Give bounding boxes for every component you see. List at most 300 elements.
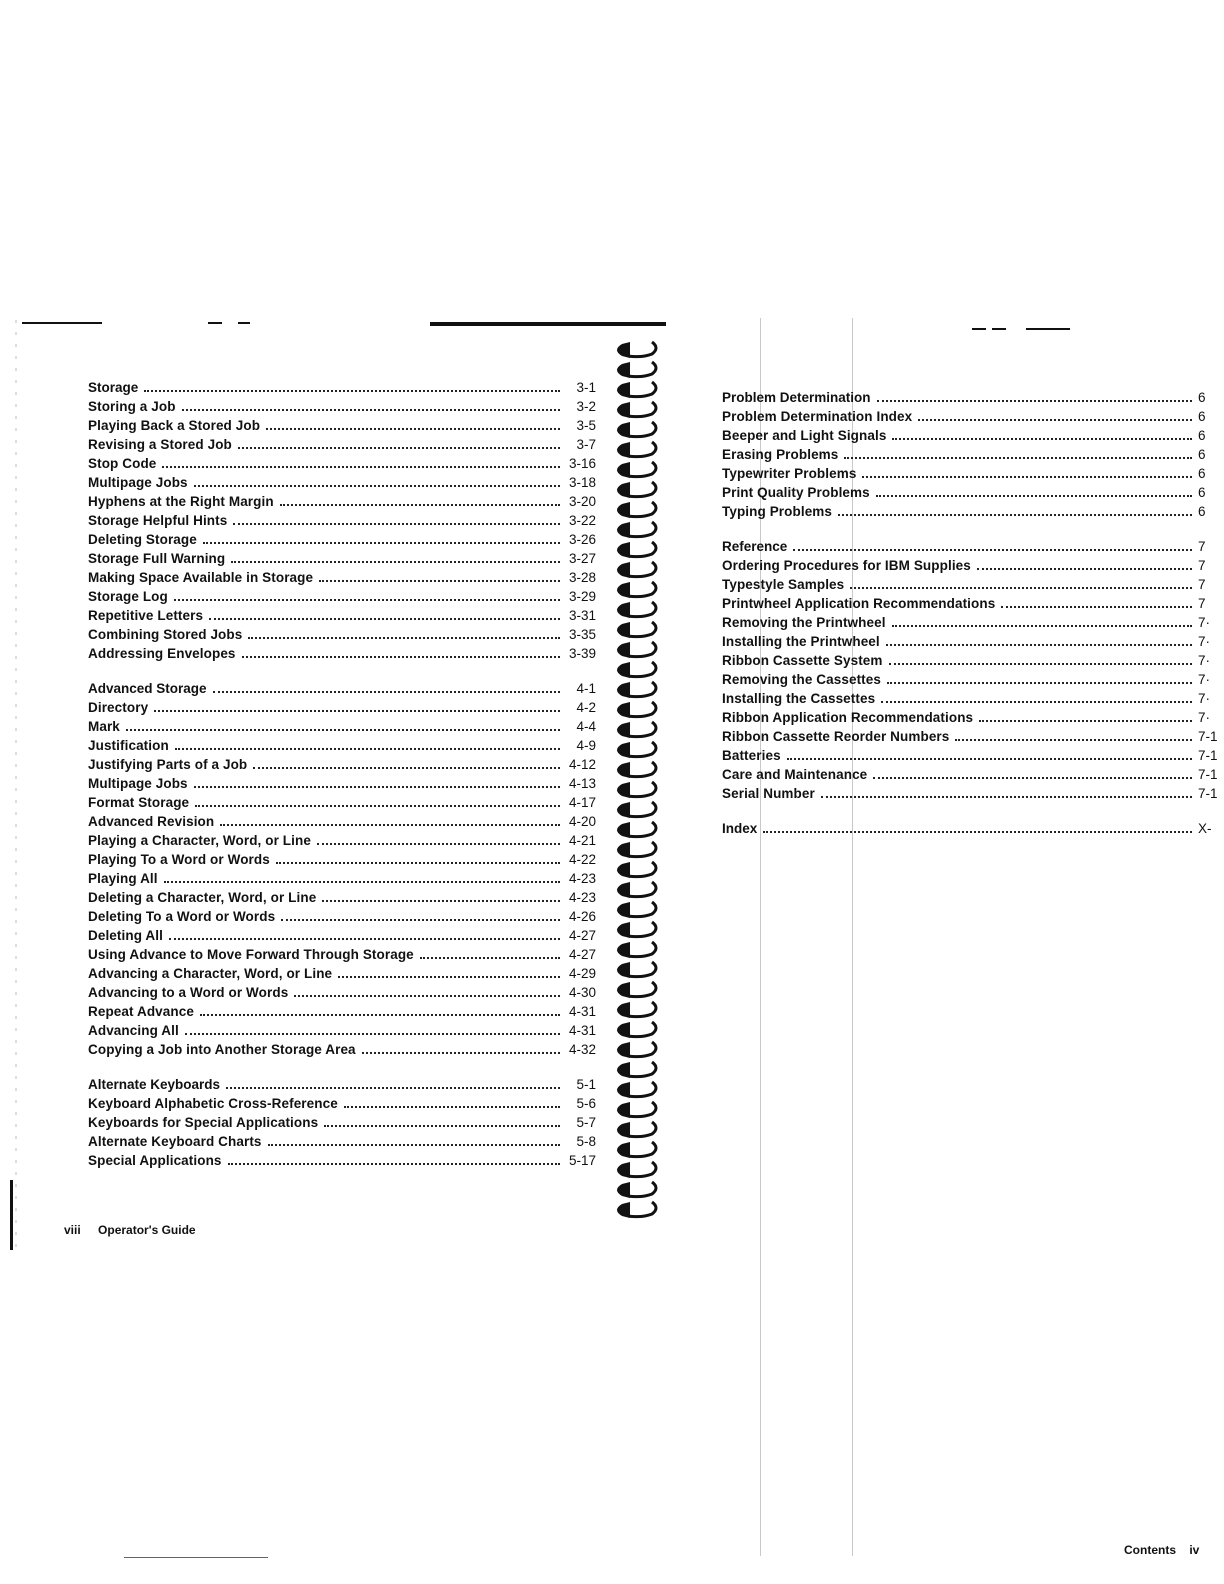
spiral-coil [617, 502, 656, 518]
toc-entry [88, 1002, 596, 1021]
toc-entry [722, 784, 1224, 803]
toc-entry-label: Typewriter Problems [722, 466, 857, 481]
dot-leader [793, 537, 1192, 551]
spiral-coil [617, 742, 656, 758]
toc-page-number: 6 [1198, 409, 1206, 424]
toc-section-heading [722, 819, 1224, 838]
dot-leader [194, 774, 560, 788]
dot-leader [338, 964, 560, 978]
toc-entry [88, 698, 596, 717]
right-contents-page [722, 388, 1224, 854]
toc-entry-label: Deleting All [88, 928, 163, 943]
toc-page-number: 6 [1198, 447, 1206, 462]
dot-leader [838, 502, 1192, 516]
toc-entry [88, 755, 596, 774]
spiral-coil [617, 1182, 656, 1198]
dot-leader [195, 793, 560, 807]
toc-page-number: 4-13 [568, 776, 596, 791]
toc-page-number: 5-8 [576, 1134, 596, 1149]
toc-entry [722, 407, 1224, 426]
toc-entry [88, 473, 596, 492]
spiral-coil [617, 722, 656, 738]
toc-page-number: 6 [1198, 504, 1206, 519]
toc-page-number: 4-27 [568, 928, 596, 943]
dot-leader [126, 717, 560, 731]
spiral-coil [617, 702, 656, 718]
dot-leader [294, 983, 560, 997]
toc-section [722, 388, 1224, 521]
toc-page-number: 4-31 [568, 1023, 596, 1038]
dot-leader [319, 568, 560, 582]
dot-leader [238, 435, 560, 449]
toc-page-number: 3-28 [568, 570, 596, 585]
spiral-coil [617, 1142, 656, 1158]
dot-leader [220, 812, 560, 826]
dot-leader [881, 689, 1192, 703]
toc-entry-label: Ribbon Application Recommendations [722, 710, 974, 725]
spiral-coil [617, 342, 656, 358]
dot-leader [850, 575, 1192, 589]
toc-entry [88, 1151, 596, 1170]
toc-page-number: 4-21 [568, 833, 596, 848]
toc-entry-label: Alternate Keyboard Charts [88, 1134, 262, 1149]
toc-entry [722, 746, 1224, 765]
toc-page-number: 3-20 [568, 494, 596, 509]
dot-leader [420, 945, 560, 959]
right-top-dash-2 [992, 328, 1006, 330]
spiral-coil [617, 822, 656, 838]
spiral-coil [617, 882, 656, 898]
toc-page-number: 6 [1198, 485, 1206, 500]
spiral-coil [617, 1022, 656, 1038]
toc-entry [88, 717, 596, 736]
dot-leader [887, 670, 1192, 684]
toc-entry-label: Addressing Envelopes [88, 646, 236, 661]
toc-page-number: 3-26 [568, 532, 596, 547]
dot-leader [154, 698, 560, 712]
toc-entry [722, 632, 1224, 651]
toc-entry [722, 483, 1224, 502]
toc-entry-label: Erasing Problems [722, 447, 839, 462]
toc-entry-label: Playing To a Word or Words [88, 852, 270, 867]
toc-entry-label: Keyboards for Special Applications [88, 1115, 319, 1130]
dot-leader [877, 388, 1192, 402]
toc-section-heading [722, 388, 1224, 407]
dot-leader [918, 407, 1192, 421]
toc-page-number: 7 [1198, 577, 1206, 592]
toc-page-number: 6 [1198, 390, 1206, 405]
spiral-coil [617, 362, 656, 378]
toc-entry-label: Advancing All [88, 1023, 179, 1038]
toc-entry [88, 587, 596, 606]
toc-page-number: 6 [1198, 466, 1206, 481]
toc-entry-label: Problem Determination [722, 390, 871, 405]
dot-leader [281, 907, 560, 921]
spiral-coil [617, 942, 656, 958]
toc-entry [722, 689, 1224, 708]
toc-entry [88, 1021, 596, 1040]
toc-entry-label: Keyboard Alphabetic Cross-Reference [88, 1096, 338, 1111]
toc-page-number: 3-2 [576, 399, 596, 414]
spiral-coil [617, 622, 656, 638]
spiral-coil [617, 522, 656, 538]
toc-entry-label: Mark [88, 719, 120, 734]
dot-leader [268, 1132, 560, 1146]
toc-entry-label: Multipage Jobs [88, 475, 188, 490]
dot-leader [1001, 594, 1192, 608]
spiral-coil [617, 962, 656, 978]
spiral-coil [617, 862, 656, 878]
dot-leader [266, 416, 560, 430]
toc-section [722, 537, 1224, 803]
left-top-dash-2 [238, 322, 250, 324]
dot-leader [787, 746, 1192, 760]
toc-entry-label: Ribbon Cassette Reorder Numbers [722, 729, 950, 744]
toc-page-number: 4-31 [568, 1004, 596, 1019]
spiral-coil [617, 762, 656, 778]
toc-entry-label: Reference [722, 539, 788, 554]
toc-entry [722, 613, 1224, 632]
toc-page-number: 5-6 [576, 1096, 596, 1111]
dot-leader [213, 679, 560, 693]
toc-page-number: 7· [1198, 634, 1211, 649]
dot-leader [280, 492, 560, 506]
toc-entry-label: Playing a Character, Word, or Line [88, 833, 311, 848]
toc-page-number: 7· [1198, 710, 1211, 725]
toc-entry [88, 416, 596, 435]
toc-entry [722, 727, 1224, 746]
dot-leader [203, 530, 560, 544]
toc-entry-label: Alternate Keyboards [88, 1077, 221, 1092]
toc-entry [722, 594, 1224, 613]
left-page-number: viii [64, 1223, 81, 1237]
toc-entry-label: Storage Full Warning [88, 551, 226, 566]
dot-leader [892, 426, 1192, 440]
right-footer-title: Contents [1124, 1543, 1176, 1557]
dot-leader [979, 708, 1192, 722]
spiral-coil [617, 562, 656, 578]
dot-leader [175, 736, 560, 750]
spiral-coil [617, 1202, 656, 1218]
toc-page-number: 7-1 [1198, 786, 1218, 801]
toc-entry [88, 1113, 596, 1132]
dot-leader [144, 378, 560, 392]
toc-entry [88, 926, 596, 945]
toc-page-number: 6 [1198, 428, 1206, 443]
toc-entry-label: Batteries [722, 748, 781, 763]
toc-entry-label: Index [722, 821, 758, 836]
toc-entry-label: Storage Helpful Hints [88, 513, 228, 528]
toc-page-number: 4-4 [576, 719, 596, 734]
dot-leader [253, 755, 560, 769]
dot-leader [317, 831, 560, 845]
toc-page-number: 4-26 [568, 909, 596, 924]
dot-leader [164, 869, 560, 883]
spiral-coil [617, 422, 656, 438]
dot-leader [162, 454, 560, 468]
toc-entry-label: Removing the Printwheel [722, 615, 886, 630]
dot-leader [886, 632, 1192, 646]
toc-entry-label: Advancing to a Word or Words [88, 985, 289, 1000]
toc-entry [88, 964, 596, 983]
toc-page-number: 3-39 [568, 646, 596, 661]
toc-entry [88, 549, 596, 568]
toc-page-number: 7· [1198, 615, 1211, 630]
spiral-coil [617, 662, 656, 678]
toc-entry [88, 812, 596, 831]
dot-leader [185, 1021, 560, 1035]
toc-entry-label: Repeat Advance [88, 1004, 194, 1019]
right-top-dash-1 [972, 328, 986, 330]
spiral-coil [617, 642, 656, 658]
toc-page-number: 4-22 [568, 852, 596, 867]
toc-section [88, 679, 596, 1059]
spiral-coil [617, 982, 656, 998]
spiral-coil [617, 902, 656, 918]
dot-leader [763, 819, 1192, 833]
toc-entry-label: Multipage Jobs [88, 776, 188, 791]
spiral-coil [617, 382, 656, 398]
dot-leader [892, 613, 1192, 627]
toc-entry-label: Typestyle Samples [722, 577, 845, 592]
toc-entry-label: Ribbon Cassette System [722, 653, 883, 668]
toc-page-number: 4-27 [568, 947, 596, 962]
toc-page-number: 5-17 [568, 1153, 596, 1168]
toc-entry [722, 502, 1224, 521]
dot-leader [194, 473, 560, 487]
toc-entry [88, 1094, 596, 1113]
toc-section [88, 378, 596, 663]
toc-entry-label: Making Space Available in Storage [88, 570, 314, 585]
toc-page-number: 7 [1198, 539, 1206, 554]
toc-entry-label: Deleting a Character, Word, or Line [88, 890, 317, 905]
toc-entry-label: Advanced Revision [88, 814, 215, 829]
spiral-coil [617, 582, 656, 598]
toc-page-number: 3-18 [568, 475, 596, 490]
toc-entry [88, 1132, 596, 1151]
toc-page-number: 3-16 [568, 456, 596, 471]
toc-entry [88, 774, 596, 793]
left-page-edge [10, 320, 22, 1250]
toc-page-number: 5-7 [576, 1115, 596, 1130]
toc-section [722, 819, 1224, 838]
dot-leader [362, 1040, 560, 1054]
toc-entry-label: Beeper and Light Signals [722, 428, 887, 443]
toc-page-number: 4-9 [576, 738, 596, 753]
toc-page-number: 4-30 [568, 985, 596, 1000]
toc-entry [88, 850, 596, 869]
toc-page-number: 3-22 [568, 513, 596, 528]
dot-leader [862, 464, 1192, 478]
toc-page-number: 4-20 [568, 814, 596, 829]
dot-leader [226, 1075, 560, 1089]
toc-page-number: 3-29 [568, 589, 596, 604]
dot-leader [174, 587, 560, 601]
toc-page-number: 4-23 [568, 890, 596, 905]
dot-leader [228, 1151, 560, 1165]
spiral-coil [617, 1002, 656, 1018]
toc-page-number: 4-2 [576, 700, 596, 715]
toc-entry-label: Justification [88, 738, 169, 753]
toc-entry-label: Print Quality Problems [722, 485, 870, 500]
toc-entry [88, 793, 596, 812]
dot-leader [322, 888, 560, 902]
toc-entry-label: Playing Back a Stored Job [88, 418, 261, 433]
toc-page-number: 4-29 [568, 966, 596, 981]
toc-page-number: 4-1 [576, 681, 596, 696]
toc-entry-label: Care and Maintenance [722, 767, 868, 782]
toc-page-number: 3-5 [576, 418, 596, 433]
toc-entry-label: Installing the Cassettes [722, 691, 876, 706]
spiral-coil [617, 1122, 656, 1138]
toc-entry [88, 435, 596, 454]
toc-entry-label: Combining Stored Jobs [88, 627, 243, 642]
dot-leader [169, 926, 560, 940]
dot-leader [955, 727, 1192, 741]
spiral-coil [617, 1162, 656, 1178]
spiral-coil [617, 922, 656, 938]
toc-page-number: 4-23 [568, 871, 596, 886]
left-page-footer [64, 1223, 196, 1237]
toc-entry [88, 869, 596, 888]
spiral-coil [617, 782, 656, 798]
toc-entry-label: Copying a Job into Another Storage Area [88, 1042, 356, 1057]
toc-entry [88, 1040, 596, 1059]
dot-leader [344, 1094, 560, 1108]
spiral-coil [617, 1062, 656, 1078]
bottom-blue-rule [124, 1557, 268, 1558]
toc-entry [722, 556, 1224, 575]
toc-page-number: 3-27 [568, 551, 596, 566]
toc-entry-label: Deleting To a Word or Words [88, 909, 276, 924]
spiral-binding [604, 330, 674, 1230]
spiral-coil [617, 442, 656, 458]
spiral-coil [617, 1102, 656, 1118]
spiral-coil [617, 402, 656, 418]
left-top-dash-1 [208, 322, 222, 324]
toc-page-number: 7· [1198, 672, 1211, 687]
toc-page-number: 4-32 [568, 1042, 596, 1057]
toc-entry-label: Installing the Printwheel [722, 634, 880, 649]
toc-entry [722, 765, 1224, 784]
toc-entry [722, 426, 1224, 445]
toc-entry [88, 907, 596, 926]
toc-entry-label: Revising a Stored Job [88, 437, 232, 452]
toc-entry [88, 831, 596, 850]
spiral-coil [617, 602, 656, 618]
toc-entry [722, 464, 1224, 483]
toc-entry-label: Serial Number [722, 786, 815, 801]
toc-section [88, 1075, 596, 1170]
toc-entry-label: Playing All [88, 871, 158, 886]
toc-entry [88, 454, 596, 473]
toc-page-number: 5-1 [576, 1077, 596, 1092]
toc-entry-label: Storing a Job [88, 399, 176, 414]
right-top-dash-3 [1026, 328, 1070, 330]
left-top-heavy-rule [430, 322, 666, 326]
toc-entry [88, 511, 596, 530]
dot-leader [889, 651, 1193, 665]
toc-page-number: 7 [1198, 596, 1206, 611]
toc-entry-label: Repetitive Letters [88, 608, 204, 623]
spiral-coil [617, 462, 656, 478]
toc-page-number: 7-1 [1198, 748, 1218, 763]
dot-leader [200, 1002, 560, 1016]
toc-entry [88, 983, 596, 1002]
toc-entry [88, 644, 596, 663]
toc-entry-label: Hyphens at the Right Margin [88, 494, 274, 509]
toc-page-number: 3-7 [576, 437, 596, 452]
dot-leader [248, 625, 560, 639]
toc-section-heading [88, 378, 596, 397]
spiral-coil [617, 802, 656, 818]
toc-entry-label: Advanced Storage [88, 681, 207, 696]
spiral-coil [617, 682, 656, 698]
toc-entry [88, 736, 596, 755]
dot-leader [821, 784, 1192, 798]
toc-page-number: 3-31 [568, 608, 596, 623]
toc-section-heading [88, 679, 596, 698]
toc-entry [722, 670, 1224, 689]
toc-page-number: 7· [1198, 691, 1211, 706]
dot-leader [231, 549, 560, 563]
toc-entry-label: Typing Problems [722, 504, 833, 519]
toc-page-number: X- [1198, 821, 1212, 836]
dot-leader [844, 445, 1192, 459]
toc-page-number: 7 [1198, 558, 1206, 573]
toc-entry-label: Deleting Storage [88, 532, 197, 547]
dot-leader [977, 556, 1192, 570]
dot-leader [276, 850, 560, 864]
dot-leader [873, 765, 1192, 779]
toc-entry [88, 530, 596, 549]
spiral-coil [617, 1082, 656, 1098]
toc-entry [722, 445, 1224, 464]
toc-entry-label: Using Advance to Move Forward Through Storage [88, 947, 414, 962]
toc-entry [722, 708, 1224, 727]
toc-page-number: 4-17 [568, 795, 596, 810]
dot-leader [209, 606, 560, 620]
toc-entry [88, 888, 596, 907]
toc-page-number: 7-1 [1198, 729, 1218, 744]
dot-leader [233, 511, 560, 525]
spiral-coil [617, 542, 656, 558]
spiral-coil [617, 842, 656, 858]
toc-entry-label: Stop Code [88, 456, 157, 471]
toc-entry-label: Storage [88, 380, 139, 395]
toc-page-number: 3-1 [576, 380, 596, 395]
left-contents-page [88, 378, 596, 1186]
spiral-coil [617, 1042, 656, 1058]
toc-page-number: 7-1 [1198, 767, 1218, 782]
toc-entry-label: Ordering Procedures for IBM Supplies [722, 558, 971, 573]
toc-entry [722, 651, 1224, 670]
dot-leader [324, 1113, 560, 1127]
toc-entry [88, 606, 596, 625]
toc-entry-label: Storage Log [88, 589, 168, 604]
left-top-rule [22, 322, 102, 324]
dot-leader [182, 397, 560, 411]
dot-leader [242, 644, 560, 658]
spiral-coil [617, 482, 656, 498]
toc-entry-label: Justifying Parts of a Job [88, 757, 248, 772]
toc-entry [88, 568, 596, 587]
toc-entry [88, 492, 596, 511]
toc-entry-label: Problem Determination Index [722, 409, 913, 424]
toc-entry-label: Directory [88, 700, 149, 715]
toc-entry-label: Printwheel Application Recommendations [722, 596, 996, 611]
right-page-number: iv [1189, 1543, 1200, 1557]
